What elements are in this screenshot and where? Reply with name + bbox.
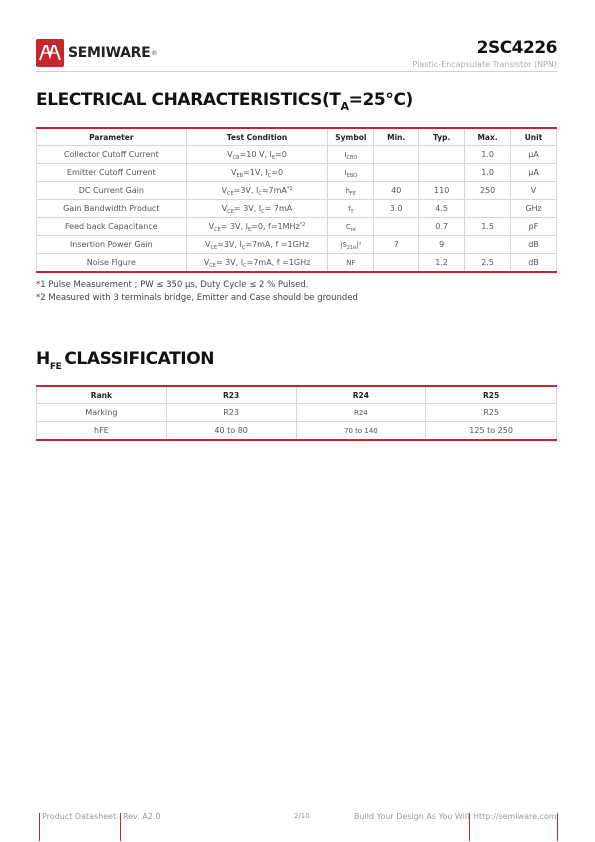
max-cell: 1.0 [465,146,511,164]
unit-cell: µA [511,164,557,182]
table-header-row [37,386,557,404]
test-condition-cell: $V_{CE}= 3V$, $I_C= 7mA$ [186,200,328,218]
part-subtitle: Plastic-Encapsulate Transistor (NPN) [412,60,557,69]
table-row [37,254,557,273]
footer-marker [557,813,558,841]
table-cell: 70 to 140 [296,422,426,441]
hfe-classification-table [36,385,557,441]
test-condition-cell: $V_{CB}=10$ V, $I_E=0$ [186,146,328,164]
footer-doc-type: Product Datasheet [42,812,117,821]
symbol-cell: $f_T$ [328,200,374,218]
max-cell: 1.5 [465,218,511,236]
test-condition-cell: $V_{CE}=3V$, $I_C=7mA^{*1}$ [186,182,328,200]
page-footer [36,810,557,834]
footnote: *1 Pulse Measurement ; PW ≤ 350 µs, Duty Cycle ≤ 2 % Pulsed. [36,280,309,290]
page-header [36,36,557,72]
footer-marker [39,813,40,841]
table-row [37,182,557,200]
col-header: Unit [511,128,557,146]
symbol-cell: NF [328,254,374,273]
unit-cell: dB [511,236,557,254]
hfe-title: $H_{FE}$ CLASSIFICATION [36,349,215,372]
part-number: 2SC4226 [476,38,557,58]
col-header: Min. [374,128,419,146]
typ-cell: 9 [419,236,465,254]
table-cell: 40 to 80 [166,422,296,441]
typ-cell [419,146,465,164]
table-row [37,404,557,422]
footer-url[interactable]: Http://semiware.com [473,812,557,821]
col-header: Symbol [328,128,374,146]
typ-cell: 4.5 [419,200,465,218]
footer-marker [469,813,470,841]
parameter-cell: Collector Cutoff Current [37,146,187,164]
brand-name: SEMIWARE [68,45,151,61]
header-divider [36,71,557,72]
max-cell [465,236,511,254]
max-cell: 250 [465,182,511,200]
col-header: Parameter [37,128,187,146]
table-cell: Marking [37,404,167,422]
brand-logo [36,38,157,68]
table-row [37,422,557,441]
table-row [37,218,557,236]
max-cell: 1.0 [465,164,511,182]
parameter-cell: Insertion Power Gain [37,236,187,254]
table-cell: R23 [166,404,296,422]
min-cell [374,146,419,164]
parameter-cell: DC Current Gain [37,182,187,200]
symbol-cell: $|S_{21e}|^2$ [328,236,374,254]
parameter-cell: Feed back Capacitance [37,218,187,236]
table-row [37,164,557,182]
table-row [37,146,557,164]
semiware-logo-icon [36,39,64,67]
parameter-cell: Gain Bandwidth Product [37,200,187,218]
min-cell [374,254,419,273]
table-cell: 125 to 250 [426,422,557,441]
footer-revision: Rev. A2.0 [123,812,161,821]
symbol-cell: $I_{EBO}$ [328,164,374,182]
col-header: Rank [37,386,167,404]
min-cell [374,218,419,236]
col-header: Test Condition [186,128,328,146]
footnote: *2 Measured with 3 terminals bridge, Emitter and Case should be grounded [36,293,358,303]
min-cell: 3.0 [374,200,419,218]
table-row [37,236,557,254]
typ-cell: 1.2 [419,254,465,273]
typ-cell [419,164,465,182]
symbol-cell: $I_{CBO}$ [328,146,374,164]
table-header-row [37,128,557,146]
test-condition-cell: $V_{CE}=3V$, $I_C=7mA$, f =1GHz [186,236,328,254]
electrical-title: ELECTRICAL $CHARACTERISTICS(T_A=25^\circ C)$ [36,90,413,113]
typ-cell: 110 [419,182,465,200]
max-cell [465,200,511,218]
col-header: R24 [296,386,426,404]
unit-cell: µA [511,146,557,164]
unit-cell: dB [511,254,557,273]
symbol-cell: $h_{FE}$ [328,182,374,200]
footer-marker [120,813,121,841]
table-row [37,200,557,218]
symbol-cell: $C_{re}$ [328,218,374,236]
unit-cell: pF [511,218,557,236]
table-cell: R25 [426,404,557,422]
typ-cell: 0.7 [419,218,465,236]
unit-cell: V [511,182,557,200]
max-cell: 2.5 [465,254,511,273]
test-condition-cell: $V_{CE}= 3V$, $I_C=7mA$, f =1GHz [186,254,328,273]
min-cell: 40 [374,182,419,200]
parameter-cell: Noise Figure [37,254,187,273]
unit-cell: GHz [511,200,557,218]
col-header: Max. [465,128,511,146]
table-cell: hFE [37,422,167,441]
min-cell [374,164,419,182]
footer-page: 2/10 [294,812,310,820]
test-condition-cell: $V_{CE}= 3V$, $I_E=0$, f=1MHz$^{*2}$ [186,218,328,236]
min-cell: 7 [374,236,419,254]
test-condition-cell: $V_{EB}=1V$, $I_C=0$ [186,164,328,182]
footer-slogan: Build Your Design As You Will [354,812,470,821]
electrical-characteristics-table [36,127,557,273]
col-header: Typ. [419,128,465,146]
footnotes [36,279,358,305]
col-header: R25 [426,386,557,404]
parameter-cell: Emitter Cutoff Current [37,164,187,182]
registered-mark: ® [151,49,158,57]
table-cell: R24 [296,404,426,422]
col-header: R23 [166,386,296,404]
